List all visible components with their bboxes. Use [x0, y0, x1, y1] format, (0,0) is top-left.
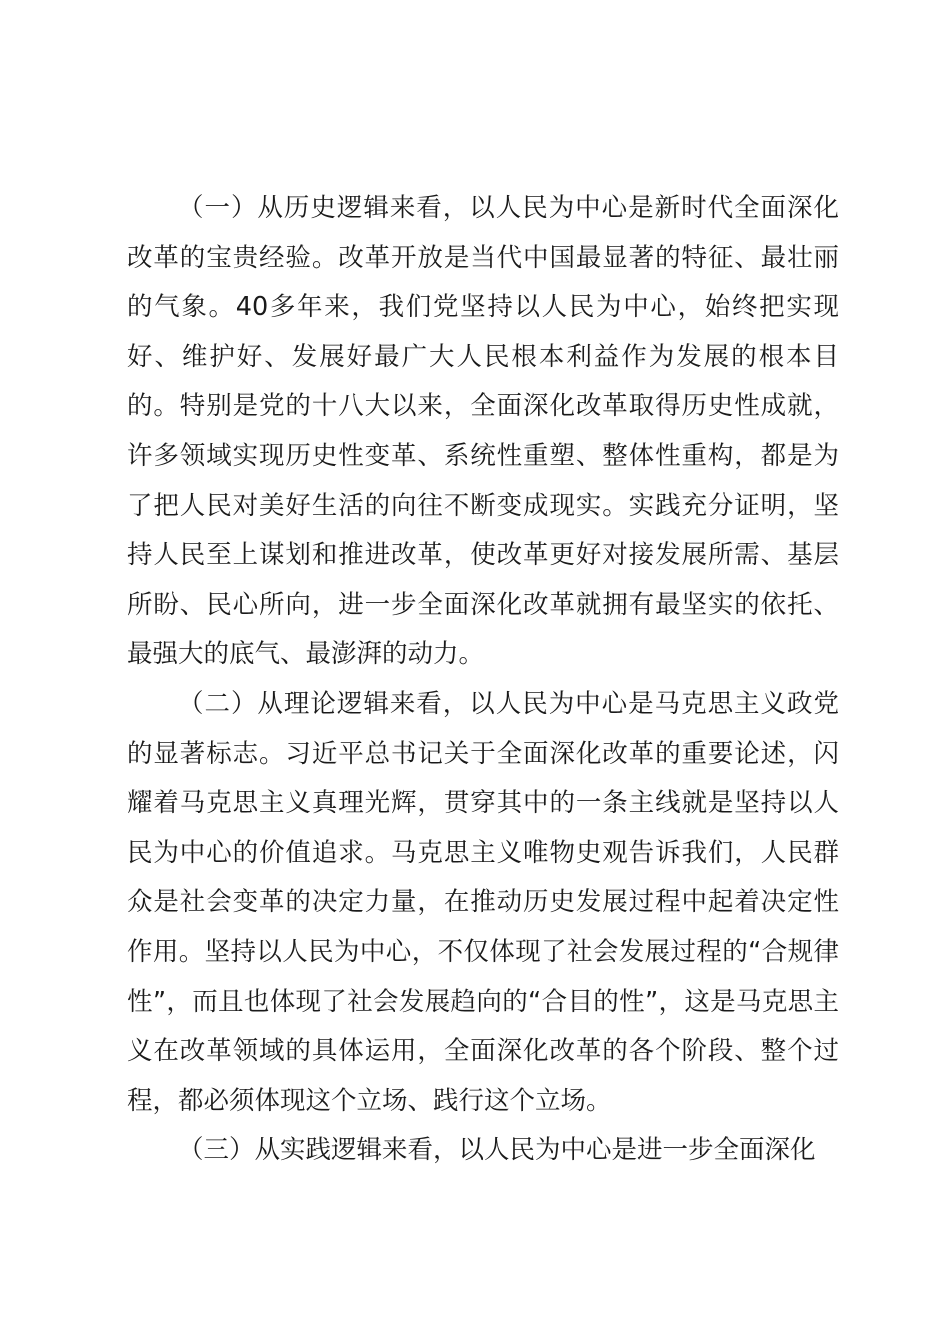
paragraph-theoretical-logic: （二）从理论逻辑来看，以人民为中心是马克思主义政党的显著标志。习近平总书记关于全面深化改革的重要论述，闪耀着马克思主义真理光辉，贯穿其中的一条主线就是坚持以人民为中心的价值追求。马克思主义唯物史观告诉我们，人民群众是社会变革的决定力量，在推动历史发展过程中起着决定性作用。坚持以人民为中心，不仅体现了社会发展过程的“合规律性”，而且也体现了社会发展趋向的“合目的性”，这是马克思主义在改革领域的具体运用，全面深化改革的各个阶段、整个过程，都必须体现这个立场、践行这个立场。 [127, 688, 839, 1116]
paragraph-historical-logic: （一）从历史逻辑来看，以人民为中心是新时代全面深化改革的宝贵经验。改革开放是当代中国最显著的特征、最壮丽的气象。40多年来，我们党坚持以人民为中心，始终把实现好、维护好、发展好最广大人民根本利益作为发展的根本目的。特别是党的十八大以来，全面深化改革取得历史性成就，许多领域实现历史性变革、系统性重塑、整体性重构，都是为了把人民对美好生活的向往不断变成现实。实践充分证明，坚持人民至上谋划和推进改革，使改革更好对接发展所需、基层所盼、民心所向，进一步全面深化改革就拥有最坚实的依托、最强大的底气、最澎湃的动力。 [127, 193, 839, 670]
document-page [127, 184, 839, 1176]
paragraph-practical-logic: （三）从实践逻辑来看，以人民为中心是进一步全面深化 [178, 1135, 816, 1166]
